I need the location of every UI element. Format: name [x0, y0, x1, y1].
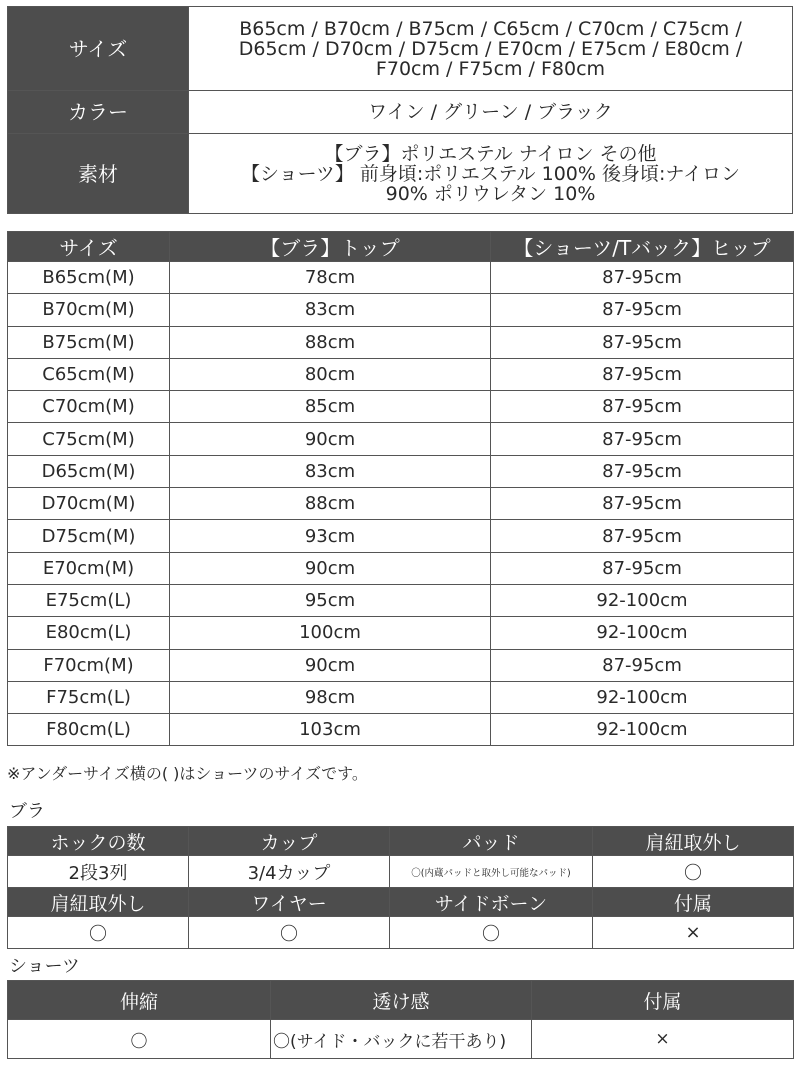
bra-value-side-bone: 〇: [390, 917, 593, 949]
size-cell-size: B70cm(M): [8, 294, 170, 326]
size-cell-hip: 87-95cm: [491, 326, 794, 358]
size-cell-bra-top: 93cm: [170, 520, 491, 552]
size-cell-bra-top: 83cm: [170, 455, 491, 487]
size-cell-hip: 92-100cm: [491, 617, 794, 649]
size-cell-hip: 87-95cm: [491, 391, 794, 423]
table-row: [8, 520, 794, 552]
shorts-value-accessories: ×: [532, 1020, 794, 1059]
size-cell-hip: 87-95cm: [491, 358, 794, 390]
info-size-line-2: D65cm / D70cm / D75cm / E70cm / E75cm / E80cm /: [238, 37, 743, 60]
product-info-table: [7, 6, 793, 214]
bra-section-label: ブラ: [9, 801, 45, 822]
info-row-size: [8, 7, 793, 91]
bra-header-accessories: 付属: [593, 888, 794, 917]
size-cell-size: D65cm(M): [8, 455, 170, 487]
bra-header-side-bone: サイドボーン: [390, 888, 593, 917]
shorts-header-stretch: 伸縮: [8, 981, 271, 1020]
shorts-value-stretch: 〇: [8, 1020, 271, 1059]
info-material-line-1: 【ブラ】ポリエステル ナイロン その他: [324, 142, 657, 165]
size-cell-size: D75cm(M): [8, 520, 170, 552]
size-cell-bra-top: 83cm: [170, 294, 491, 326]
size-cell-size: C65cm(M): [8, 358, 170, 390]
size-cell-size: F70cm(M): [8, 649, 170, 681]
table-row: [8, 584, 794, 616]
shorts-section-label: ショーツ: [9, 956, 80, 977]
size-cell-size: E75cm(L): [8, 584, 170, 616]
size-cell-size: F80cm(L): [8, 714, 170, 746]
size-cell-size: C75cm(M): [8, 423, 170, 455]
info-value-material: [189, 134, 793, 214]
bra-header-pad: パッド: [390, 827, 593, 856]
shorts-value-sheerness: 〇(サイド・バックに若干あり): [271, 1020, 532, 1059]
size-cell-hip: 87-95cm: [491, 455, 794, 487]
table-row: [8, 262, 794, 294]
table-row: [8, 455, 794, 487]
info-value-size: [189, 7, 793, 91]
bra-header-wire: ワイヤー: [189, 888, 390, 917]
size-cell-hip: 87-95cm: [491, 294, 794, 326]
size-cell-hip: 92-100cm: [491, 714, 794, 746]
bra-value-hooks: 2段3列: [8, 856, 189, 888]
size-cell-size: E70cm(M): [8, 552, 170, 584]
size-cell-bra-top: 80cm: [170, 358, 491, 390]
table-row: [8, 326, 794, 358]
size-cell-size: D70cm(M): [8, 488, 170, 520]
size-cell-size: B65cm(M): [8, 262, 170, 294]
info-label-size: サイズ: [8, 7, 189, 91]
bra-header-cup: カップ: [189, 827, 390, 856]
size-cell-size: F75cm(L): [8, 681, 170, 713]
shorts-details-table: [7, 980, 794, 1059]
bra-value-row-2: [8, 917, 794, 949]
info-size-line-3: F70cm / F75cm / F80cm: [375, 57, 606, 80]
bra-value-cup: 3/4カップ: [189, 856, 390, 888]
bra-value-pad: 〇(内蔵パッドと取外し可能なパッド): [390, 856, 593, 888]
size-chart-header-row: [8, 232, 794, 262]
size-cell-size: E80cm(L): [8, 617, 170, 649]
bra-value-strap-removable-2: 〇: [8, 917, 189, 949]
size-cell-bra-top: 100cm: [170, 617, 491, 649]
size-cell-hip: 87-95cm: [491, 488, 794, 520]
size-cell-bra-top: 88cm: [170, 488, 491, 520]
shorts-header-sheerness: 透け感: [271, 981, 532, 1020]
bra-header-strap-removable: 肩紐取外し: [593, 827, 794, 856]
table-row: [8, 617, 794, 649]
bra-value-row-1: [8, 856, 794, 888]
info-material-line-2: 【ショーツ】 前身頃:ポリエステル 100% 後身頃:ナイロン: [240, 162, 741, 185]
size-chart-header-hip: 【ショーツ/Tバック】ヒップ: [491, 232, 794, 262]
table-row: [8, 358, 794, 390]
size-cell-hip: 92-100cm: [491, 584, 794, 616]
size-cell-bra-top: 85cm: [170, 391, 491, 423]
size-chart-header-bra-top: 【ブラ】トップ: [170, 232, 491, 262]
size-note: ※アンダーサイズ横の( )はショーツのサイズです。: [7, 764, 368, 783]
bra-header-hooks: ホックの数: [8, 827, 189, 856]
table-row: [8, 552, 794, 584]
size-cell-hip: 87-95cm: [491, 520, 794, 552]
size-cell-hip: 87-95cm: [491, 552, 794, 584]
table-row: [8, 649, 794, 681]
table-row: [8, 294, 794, 326]
size-chart-body: [8, 262, 794, 746]
size-cell-hip: 92-100cm: [491, 681, 794, 713]
info-material-line-3: 90% ポリウレタン 10%: [385, 182, 596, 205]
size-cell-bra-top: 90cm: [170, 552, 491, 584]
table-row: [8, 681, 794, 713]
table-row: [8, 714, 794, 746]
size-cell-hip: 87-95cm: [491, 262, 794, 294]
size-cell-size: B75cm(M): [8, 326, 170, 358]
bra-details-table: [7, 826, 794, 949]
size-cell-bra-top: 103cm: [170, 714, 491, 746]
size-cell-bra-top: 98cm: [170, 681, 491, 713]
size-cell-size: C70cm(M): [8, 391, 170, 423]
info-value-color: [189, 91, 793, 134]
table-row: [8, 391, 794, 423]
info-size-line-1: B65cm / B70cm / B75cm / C65cm / C70cm / C75cm /: [239, 17, 742, 40]
size-cell-bra-top: 88cm: [170, 326, 491, 358]
info-color-line-1: ワイン / グリーン / ブラック: [368, 101, 613, 123]
bra-header-row-1: [8, 827, 794, 856]
table-row: [8, 488, 794, 520]
bra-header-strap-removable-2: 肩紐取外し: [8, 888, 189, 917]
size-cell-hip: 87-95cm: [491, 423, 794, 455]
size-cell-bra-top: 95cm: [170, 584, 491, 616]
info-label-material: 素材: [8, 134, 189, 214]
size-cell-bra-top: 90cm: [170, 649, 491, 681]
shorts-value-row: [8, 1020, 794, 1059]
info-label-color: カラー: [8, 91, 189, 134]
shorts-header-row: [8, 981, 794, 1020]
size-cell-bra-top: 78cm: [170, 262, 491, 294]
bra-value-strap-removable: 〇: [593, 856, 794, 888]
bra-header-row-2: [8, 888, 794, 917]
shorts-header-accessories: 付属: [532, 981, 794, 1020]
bra-value-wire: 〇: [189, 917, 390, 949]
bra-value-accessories: ×: [593, 917, 794, 949]
table-row: [8, 423, 794, 455]
info-row-color: [8, 91, 793, 134]
size-cell-bra-top: 90cm: [170, 423, 491, 455]
size-chart-table: [7, 231, 794, 746]
info-row-material: [8, 134, 793, 214]
size-cell-hip: 87-95cm: [491, 649, 794, 681]
size-chart-header-size: サイズ: [8, 232, 170, 262]
